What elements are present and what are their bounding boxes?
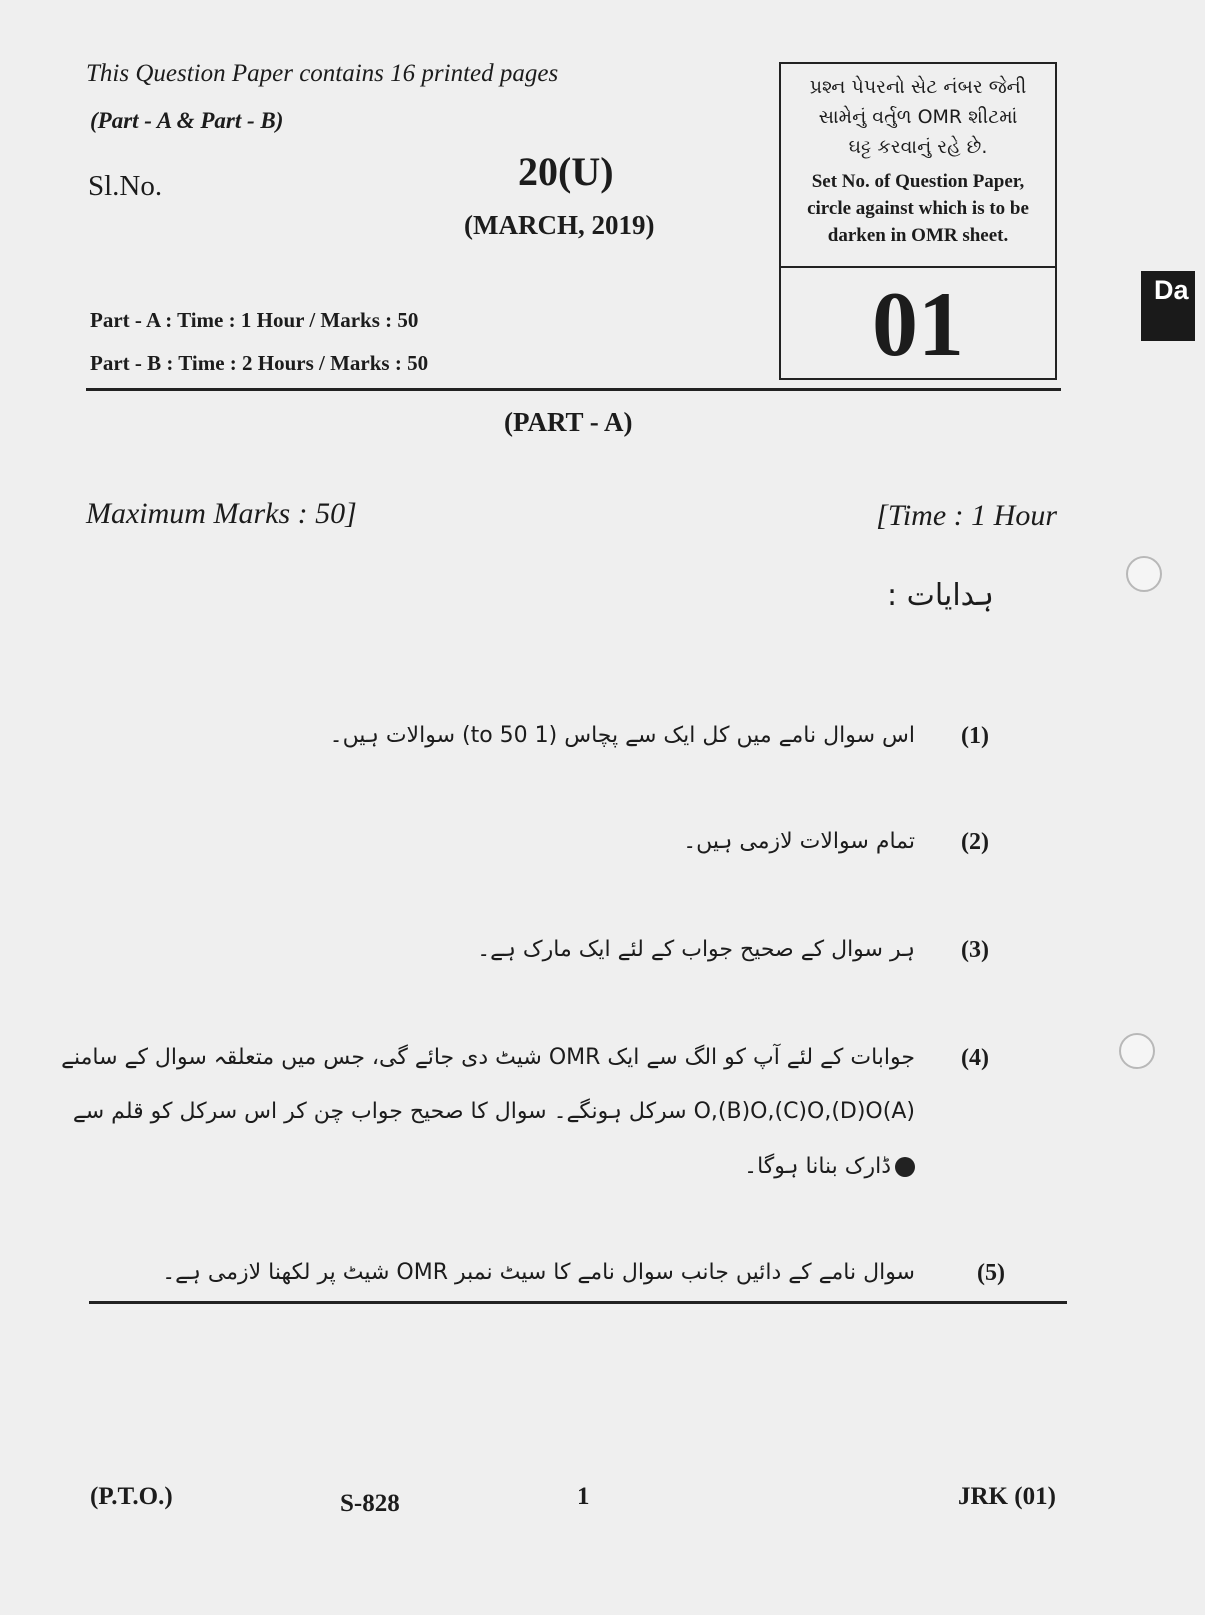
time-allowed: [Time : 1 Hour: [876, 499, 1057, 532]
serial-number-label: Sl.No.: [88, 170, 163, 202]
instruction-text: ہر سوال کے صحیح جواب کے لئے ایک مارک ہے۔: [477, 937, 915, 962]
english-line: circle against which is to be: [807, 198, 1029, 219]
set-box-english-text: [781, 168, 1055, 249]
parts-line: (Part - A & Part - B): [90, 108, 284, 133]
gujarati-line: ઘટ્ટ કરવાનું રહે છે.: [848, 136, 988, 158]
set-box-instructions: [781, 64, 1055, 268]
side-tab: [1141, 271, 1195, 341]
english-line: Set No. of Question Paper,: [811, 171, 1025, 192]
maximum-marks: Maximum Marks : 50]: [86, 497, 357, 530]
instruction-number: (5): [977, 1260, 1005, 1286]
instruction-number: (2): [961, 829, 989, 855]
punch-hole: [1126, 556, 1162, 592]
instruction-number: (3): [961, 937, 989, 963]
footer-reference: JRK (01): [958, 1483, 1056, 1510]
instruction-text: (A)O,(B)O,(C)O,(D)O سرکل ہونگے۔ سوال کا صحیح جواب چن کر اس سرکل کو قلم سے: [72, 1099, 915, 1124]
header-divider: [86, 388, 1061, 391]
part-a-title: (PART - A): [504, 407, 633, 437]
gujarati-line: પ્રશ્ન પેપરનો સેટ નંબર જેની: [809, 76, 1027, 98]
instruction-text: جوابات کے لئے آپ کو الگ سے ایک OMR شیٹ دی جائے گی، جس میں متعلقہ سوال کے سامنے: [61, 1045, 915, 1070]
pto-label: (P.T.O.): [90, 1483, 173, 1510]
instruction-text: تمام سوالات لازمی ہیں۔: [683, 829, 915, 854]
paper-code: 20(U): [518, 149, 614, 194]
pages-count-line: This Question Paper contains 16 printed pages: [86, 60, 559, 87]
part-b-time-marks: Part - B : Time : 2 Hours / Marks : 50: [90, 351, 429, 375]
page-number: 1: [577, 1483, 590, 1510]
english-line: darken in OMR sheet.: [827, 225, 1009, 246]
instructions-divider: [89, 1301, 1067, 1304]
instruction-text: ڈارک بنانا ہوگا۔: [744, 1154, 891, 1179]
exam-date: (MARCH, 2019): [464, 210, 655, 240]
set-number: 01: [872, 273, 964, 375]
gujarati-line: સામેનું વર્તુળ OMR શીટમાં: [818, 106, 1018, 128]
filled-circle-icon: [895, 1157, 915, 1177]
instruction-text-with-dot: [744, 1140, 915, 1194]
set-box-gujarati-text: [781, 64, 1055, 162]
footer-code: S-828: [340, 1490, 400, 1517]
instruction-number: (1): [961, 723, 989, 749]
instruction-text: اس سوال نامے میں کل ایک سے پچاس (1 to 50) سوالات ہیں۔: [329, 723, 915, 748]
instruction-number: (4): [961, 1045, 989, 1071]
punch-hole: [1119, 1033, 1155, 1069]
side-tab-label: Da: [1154, 275, 1189, 305]
instruction-text: سوال نامے کے دائیں جانب سوال نامے کا سیٹ نمبر OMR شیٹ پر لکھنا لازمی ہے۔: [162, 1260, 915, 1285]
part-a-time-marks: Part - A : Time : 1 Hour / Marks : 50: [90, 308, 419, 332]
set-number-box: [779, 62, 1057, 380]
instructions-heading: ہدایات :: [886, 578, 994, 613]
